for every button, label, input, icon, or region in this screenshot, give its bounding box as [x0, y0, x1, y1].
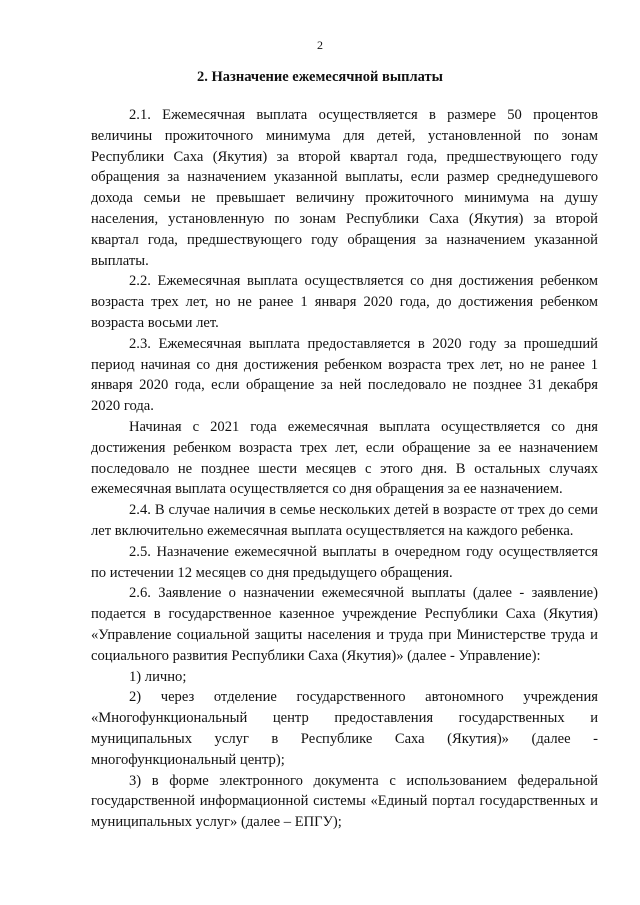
paragraph-2-1: 2.1. Ежемесячная выплата осуществляется в размере 50 процентов величины прожиточного минимума для детей, установленной по зонам Республики Саха (Якутия) за второй квартал года, предшествующего году обращения за назначением указанной выплаты, если размер среднедушевого дохода семьи не превышает величину прожиточного минимума на душу населения, установленную по зонам Республики Саха (Якутия) за второй квартал года, предшествующего году обращения за назначением указанной выплаты. [91, 107, 598, 269]
list-item-epgu: 3) в форме электронного документа с использованием федеральной государственной информационной системы «Единый портал государственных и муниципальных услуг» (далее – ЕПГУ); [91, 772, 598, 831]
paragraph-2-2: 2.2. Ежемесячная выплата осуществляется со дня достижения ребенком возраста трех лет, но не ранее 1 января 2020 года, до достижения ребенком возраста восьми лет. [91, 273, 598, 331]
document-body [91, 105, 598, 833]
paragraph-2-6: 2.6. Заявление о назначении ежемесячной выплаты (далее - заявление) подается в государственное казенное учреждение Республики Саха (Якутия) «Управление социальной защиты населения и труда при Министерстве труда и социального развития Республики Саха (Якутия)» (далее - Управление): [91, 585, 598, 664]
page-number: 2 [317, 38, 323, 52]
paragraph-2-4: 2.4. В случае наличия в семье нескольких детей в возрасте от трех до семи лет включительно ежемесячная выплата осуществляется на каждого ребенка. [91, 502, 598, 539]
section-heading: 2. Назначение ежемесячной выплаты [197, 69, 443, 85]
paragraph-2-3-continuation: Начиная с 2021 года ежемесячная выплата осуществляется со дня достижения ребенком возраста трех лет, если обращение за ее назначением последовало не позднее шести месяцев с этого дня. В остальных случаях ежемесячная выплата осуществляется со дня обращения за ее назначением. [91, 418, 598, 498]
paragraph-2-5: 2.5. Назначение ежемесячной выплаты в очередном году осуществляется по истечении 12 месяцев со дня предыдущего обращения. [91, 543, 598, 581]
paragraph-2-3: 2.3. Ежемесячная выплата предоставляется в 2020 году за прошедший период начиная со дня достижения ребенком возраста трех лет, но не ранее 1 января 2020 года, если обращение за ней последовало не позднее 31 декабря 2020 года. [91, 335, 598, 415]
list-item-mfc: 2) через отделение государственного автономного учреждения «Многофункциональный центр предоставления государственных и муниципальных услуг в Республике Саха (Якутия)» (далее - многофункциональный центр); [91, 689, 598, 768]
list-item-in-person: 1) лично; [129, 668, 187, 685]
